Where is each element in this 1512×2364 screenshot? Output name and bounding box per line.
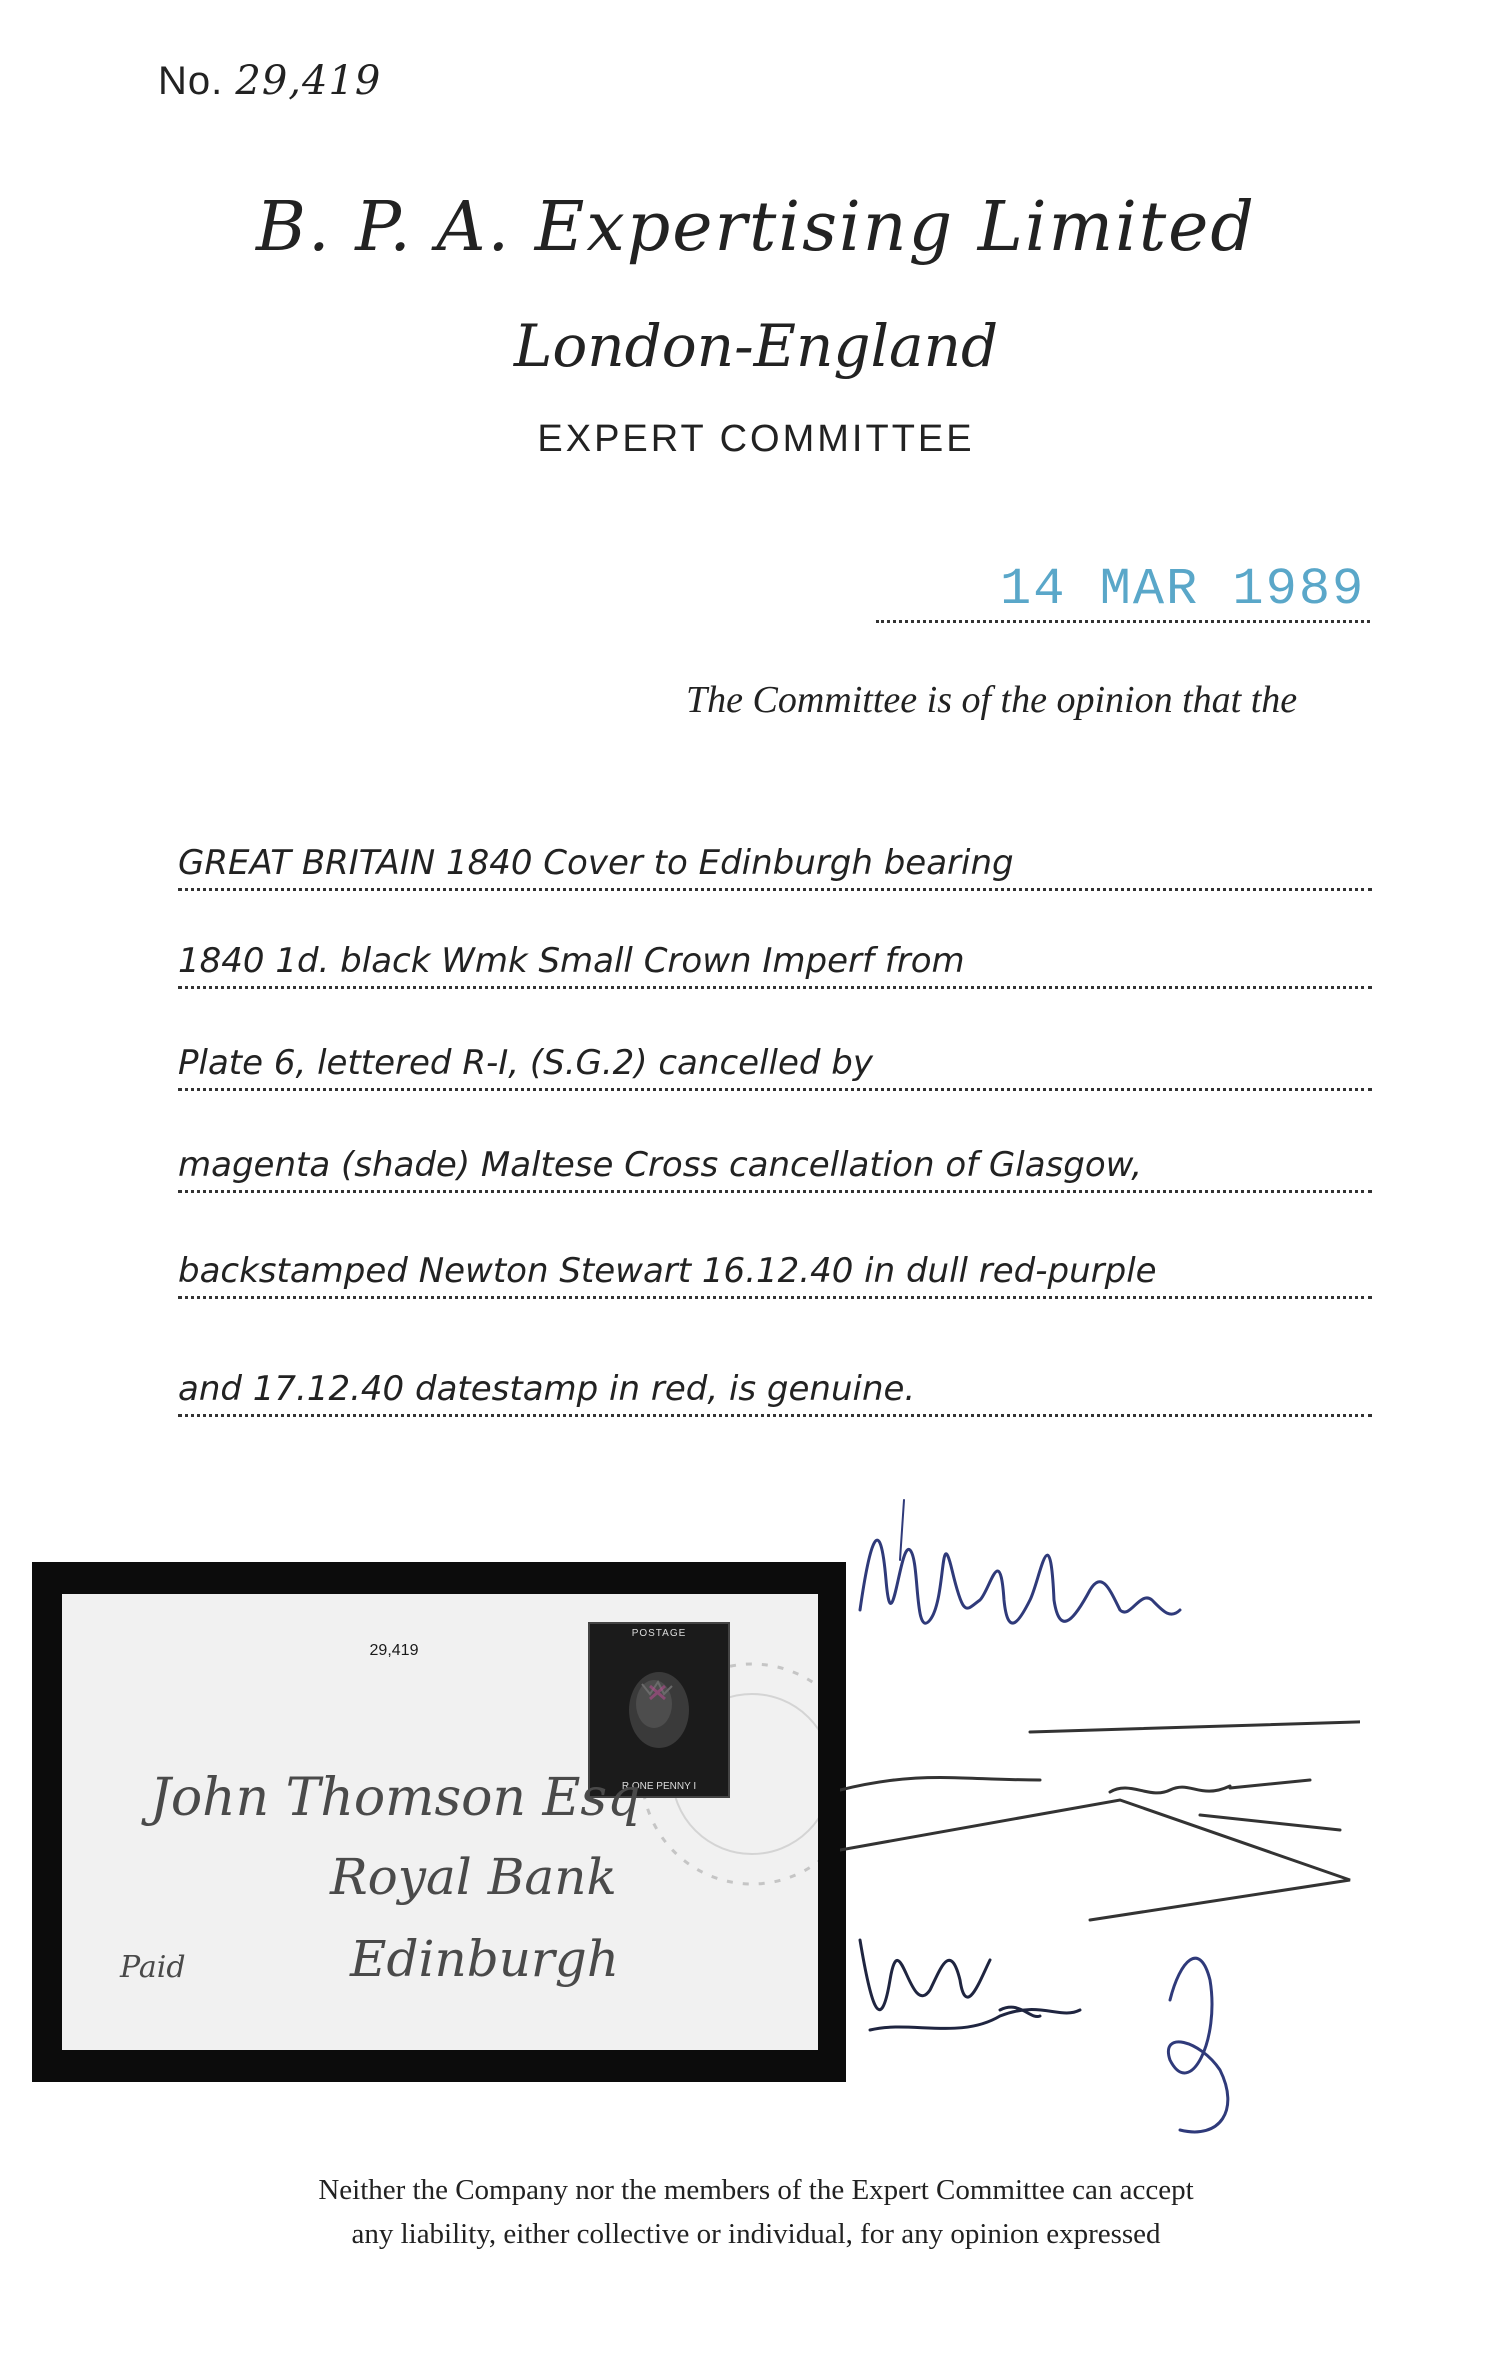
disclaimer-line-2: any liability, either collective or individual, for any opinion expressed	[351, 2218, 1161, 2250]
committee-title: EXPERT COMMITTEE	[537, 418, 975, 460]
stamp-bottom-text: R ONE PENNY I	[621, 1781, 697, 1792]
disclaimer-line-1: Neither the Company nor the members of the Expert Committee can accept	[318, 2174, 1194, 2206]
address-line-city: Edinburgh	[350, 1930, 620, 1988]
paid-note: Paid	[120, 1950, 186, 1985]
company-name: B. P. A. Expertising Limited	[256, 188, 1256, 267]
stamp-top-text: POSTAGE	[631, 1628, 687, 1639]
address-line-name: John Thomson Esq	[150, 1768, 641, 1828]
description-line: GREAT BRITAIN 1840 Cover to Edinburgh bearing	[178, 838, 1372, 891]
address-line-bank: Royal Bank	[330, 1848, 617, 1906]
certificate-number-label: No.	[158, 59, 224, 103]
description-line: Plate 6, lettered R-I, (S.G.2) cancelled by	[178, 1038, 1372, 1091]
description-line: backstamped Newton Stewart 16.12.40 in dull red-purple	[178, 1246, 1372, 1299]
description-line: magenta (shade) Maltese Cross cancellation of Glasgow,	[178, 1140, 1372, 1193]
disclaimer	[0, 2168, 1512, 2256]
date-stamp: 14 MAR 1989	[1000, 560, 1366, 619]
cover-reference-number: 29,419	[369, 1642, 419, 1659]
description-line: 1840 1d. black Wmk Small Crown Imperf from	[178, 936, 1372, 989]
certificate-number-value: 29,419	[235, 58, 382, 104]
company-location: London-England	[513, 312, 999, 380]
opinion-intro: The Committee is of the opinion that the	[686, 679, 1298, 721]
description-line: and 17.12.40 datestamp in red, is genuine.	[178, 1364, 1372, 1417]
committee-signatures	[840, 1420, 1360, 2140]
certificate-number	[158, 58, 381, 104]
